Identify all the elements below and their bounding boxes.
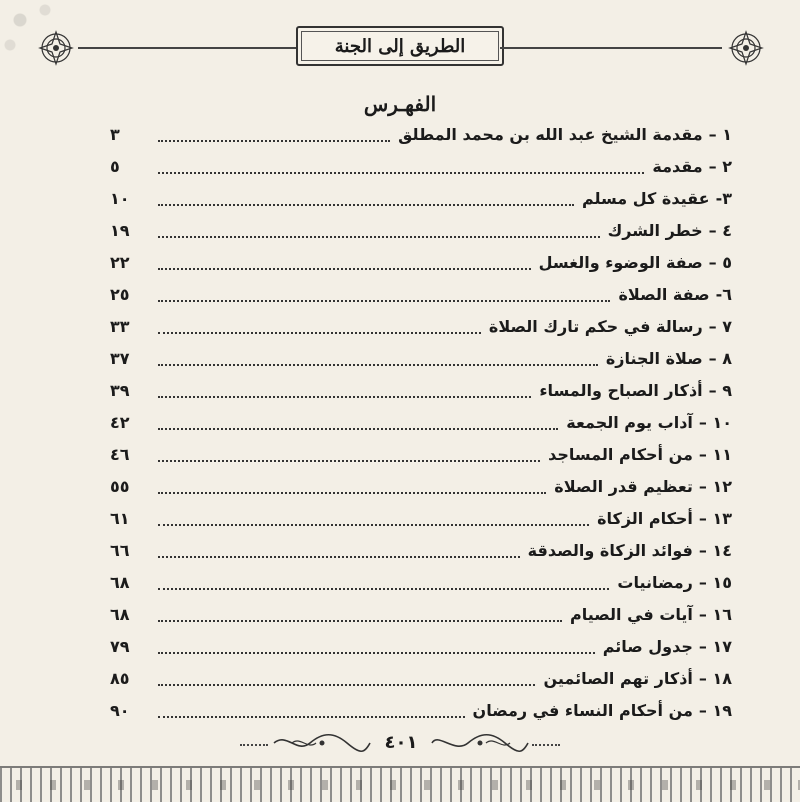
- toc-entry-title: أحكام الزكاة: [597, 508, 693, 528]
- toc-leader-dots: [158, 254, 531, 270]
- toc-entry-number: ٥ –: [708, 252, 732, 272]
- toc-entry: [110, 214, 732, 246]
- toc-entry-page: ١٠: [110, 188, 130, 208]
- toc-entry-number: ٨ –: [708, 348, 732, 368]
- toc-entry-page: ٦٨: [110, 572, 130, 592]
- toc-entry-page: ٨٥: [110, 668, 130, 688]
- toc-entry-title: أذكار الصباح والمساء: [539, 380, 703, 400]
- toc-entry: [110, 406, 732, 438]
- toc-entry-title: فوائد الزكاة والصدقة: [527, 540, 693, 560]
- toc-entry-title: رمضانيات: [617, 572, 693, 592]
- toc-entry-title: صلاة الجنازة: [605, 348, 703, 368]
- page-footer: [0, 728, 800, 758]
- footer-dots-right: [532, 742, 560, 746]
- footer-dots-left: [240, 742, 268, 746]
- toc-entry: [110, 374, 732, 406]
- toc-entry-page: ٧٩: [110, 636, 130, 656]
- toc-leader-dots: [158, 382, 531, 398]
- toc-entry: [110, 246, 732, 278]
- toc-entry-title: صفة الوضوء والغسل: [538, 252, 703, 272]
- toc-leader-dots: [158, 318, 481, 334]
- toc-leader-dots: [158, 510, 589, 526]
- header-rule-left: [78, 47, 300, 49]
- toc-leader-dots: [158, 478, 546, 494]
- index-heading: الفهـرس: [363, 92, 437, 116]
- toc-entry-title: تعظيم قدر الصلاة: [554, 476, 693, 496]
- table-of-contents: [110, 118, 732, 726]
- toc-entry: [110, 182, 732, 214]
- toc-leader-dots: [158, 542, 520, 558]
- toc-entry-number: ١٦ –: [698, 604, 732, 624]
- toc-leader-dots: [158, 126, 390, 142]
- toc-entry: [110, 438, 732, 470]
- header-title-frame: [296, 26, 504, 66]
- toc-entry-number: ٢ –: [708, 156, 732, 176]
- toc-entry-title: عقيدة كل مسلم: [581, 188, 710, 208]
- toc-entry: [110, 118, 732, 150]
- toc-leader-dots: [158, 574, 609, 590]
- toc-leader-dots: [158, 350, 598, 366]
- toc-entry: [110, 502, 732, 534]
- toc-entry-number: ٦-: [715, 284, 732, 304]
- toc-entry-page: ٩٠: [110, 700, 130, 720]
- toc-entry-page: ٢٥: [110, 284, 130, 304]
- toc-entry-page: ٦٦: [110, 540, 130, 560]
- book-title: الطريق إلى الجنة: [334, 35, 466, 57]
- toc-entry-page: ٣٣: [110, 316, 130, 336]
- toc-entry-number: ١٣ –: [698, 508, 732, 528]
- toc-entry: [110, 694, 732, 726]
- toc-entry-title: من أحكام النساء في رمضان: [472, 700, 693, 720]
- toc-entry-page: ٤٦: [110, 444, 130, 464]
- toc-entry-page: ٤٢: [110, 412, 130, 432]
- toc-entry-page: ٥٥: [110, 476, 130, 496]
- toc-entry-title: خطر الشرك: [607, 220, 703, 240]
- toc-leader-dots: [158, 670, 535, 686]
- toc-entry-number: ١٥ –: [698, 572, 732, 592]
- toc-entry: [110, 470, 732, 502]
- toc-leader-dots: [158, 190, 574, 206]
- toc-entry-number: ١١ –: [698, 444, 732, 464]
- toc-leader-dots: [158, 702, 465, 718]
- toc-entry: [110, 662, 732, 694]
- toc-entry-page: ٦٨: [110, 604, 130, 624]
- toc-entry-title: جدول صائم: [602, 636, 693, 656]
- toc-entry-page: ٣٧: [110, 348, 130, 368]
- toc-entry-title: آيات في الصيام: [569, 604, 693, 624]
- toc-leader-dots: [158, 638, 595, 654]
- toc-entry-page: ٣٩: [110, 380, 130, 400]
- toc-leader-dots: [158, 606, 562, 622]
- toc-leader-dots: [158, 446, 540, 462]
- page-header: [28, 26, 772, 70]
- toc-entry-page: ٦١: [110, 508, 130, 528]
- toc-entry-number: ٧ –: [708, 316, 732, 336]
- header-rule-right: [500, 47, 722, 49]
- toc-entry-number: ١ –: [708, 124, 732, 144]
- toc-entry-number: ١٧ –: [698, 636, 732, 656]
- toc-entry-page: ٥: [110, 156, 120, 176]
- toc-entry: [110, 566, 732, 598]
- toc-entry-number: ١٨ –: [698, 668, 732, 688]
- toc-leader-dots: [158, 286, 610, 302]
- toc-entry-title: أذكار تهم الصائمين: [543, 668, 693, 688]
- toc-entry-title: آداب يوم الجمعة: [566, 412, 693, 432]
- toc-entry-number: ٤ –: [708, 220, 732, 240]
- toc-entry-page: ٣: [110, 124, 120, 144]
- toc-entry-number: ١٤ –: [698, 540, 732, 560]
- toc-entry-title: صفة الصلاة: [618, 284, 710, 304]
- toc-entry-title: مقدمة الشيخ عبد الله بن محمد المطلق: [398, 124, 703, 144]
- toc-entry-title: رسالة في حكم تارك الصلاة: [488, 316, 703, 336]
- star-ornament-icon: [38, 30, 74, 66]
- toc-entry-number: ١٠ –: [698, 412, 732, 432]
- toc-entry-title: من أحكام المساجد: [548, 444, 693, 464]
- toc-entry: [110, 150, 732, 182]
- toc-entry-number: ٩ –: [708, 380, 732, 400]
- bottom-border-decoration: [0, 766, 800, 802]
- star-ornament-icon: [728, 30, 764, 66]
- page-number: ٤٠١: [384, 732, 418, 753]
- toc-entry-title: مقدمة: [652, 156, 703, 176]
- toc-leader-dots: [158, 222, 600, 238]
- toc-leader-dots: [158, 414, 558, 430]
- toc-entry-number: ٣-: [715, 188, 732, 208]
- flourish-ornament-icon: [272, 730, 372, 756]
- toc-entry-number: ١٢ –: [698, 476, 732, 496]
- toc-entry: [110, 630, 732, 662]
- toc-entry: [110, 534, 732, 566]
- toc-entry-page: ٢٢: [110, 252, 130, 272]
- toc-entry-number: ١٩ –: [698, 700, 732, 720]
- toc-entry: [110, 598, 732, 630]
- toc-entry-page: ١٩: [110, 220, 130, 240]
- flourish-ornament-icon: [430, 730, 530, 756]
- toc-entry: [110, 342, 732, 374]
- toc-entry: [110, 278, 732, 310]
- toc-entry: [110, 310, 732, 342]
- toc-leader-dots: [158, 158, 644, 174]
